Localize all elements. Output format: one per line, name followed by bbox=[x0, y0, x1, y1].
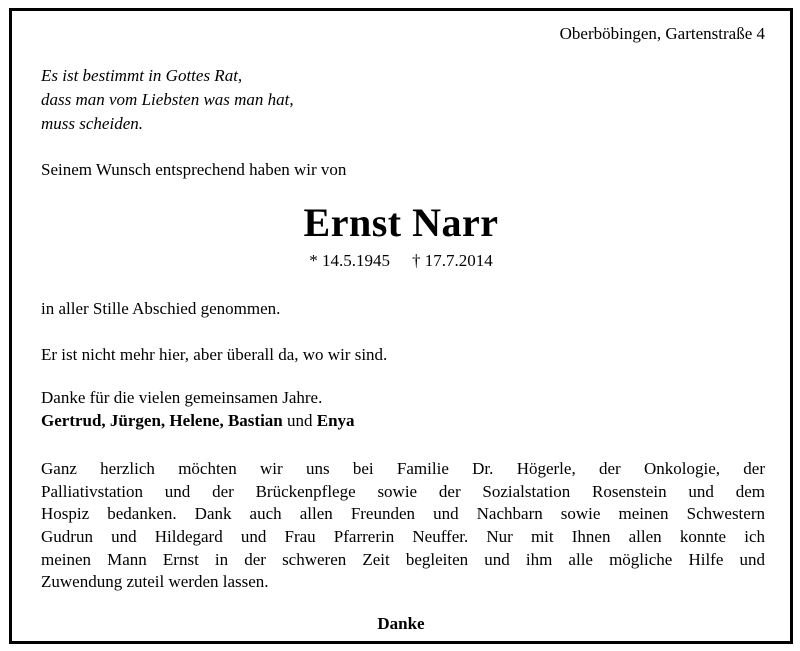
quote-text: Er ist nicht mehr hier, aber überall da, wo wir sind. bbox=[41, 345, 388, 364]
acknowledgement-line: Palliativstation und der Brückenpflege sowie der Sozialstation Rosenstein und dem bbox=[41, 481, 765, 501]
acknowledgement-paragraph bbox=[41, 458, 765, 594]
obituary-notice bbox=[9, 8, 793, 644]
acknowledgement-line: Hospiz bedanken. Dank auch allen Freunden und Nachbarn sowie meinen Schwestern bbox=[41, 504, 765, 524]
deceased-name: Ernst Narr bbox=[303, 200, 499, 245]
address: Oberböbingen, Gartenstraße 4 bbox=[559, 24, 765, 43]
family-names bbox=[41, 411, 355, 431]
acknowledgement-line: meinen Mann Ernst in der schweren Zeit begleiten und ihm alle mögliche Hilfe und bbox=[41, 549, 765, 569]
birth-date: * 14.5.1945 bbox=[309, 251, 390, 270]
verse-line-1: Es ist bestimmt in Gottes Rat, bbox=[41, 66, 243, 85]
family-connector: und bbox=[287, 411, 313, 430]
verse-line-3: muss scheiden. bbox=[41, 114, 143, 133]
death-date: † 17.7.2014 bbox=[412, 251, 493, 270]
acknowledgement-line: Ganz herzlich möchten wir uns bei Familie Dr. Högerle, der Onkologie, der bbox=[41, 459, 765, 478]
closing-thanks: Danke bbox=[377, 614, 425, 633]
acknowledgement-line: Zuwendung zuteil werden lassen. bbox=[41, 572, 269, 592]
farewell-text: in aller Stille Abschied genommen. bbox=[41, 299, 281, 318]
family-last-name: Enya bbox=[316, 411, 355, 430]
intro-text: Seinem Wunsch entsprechend haben wir von bbox=[41, 160, 347, 179]
thanks-years-text: Danke für die vielen gemeinsamen Jahre. bbox=[41, 388, 323, 407]
family-names-bold: Gertrud, Jürgen, Helene, Bastian bbox=[41, 411, 283, 430]
life-dates bbox=[12, 251, 790, 271]
acknowledgement-line: Gudrun und Hildegard und Frau Pfarrerin Neuffer. Nur mit Ihnen allen konnte ich bbox=[41, 527, 765, 547]
verse-line-2: dass man vom Liebsten was man hat, bbox=[41, 90, 294, 109]
